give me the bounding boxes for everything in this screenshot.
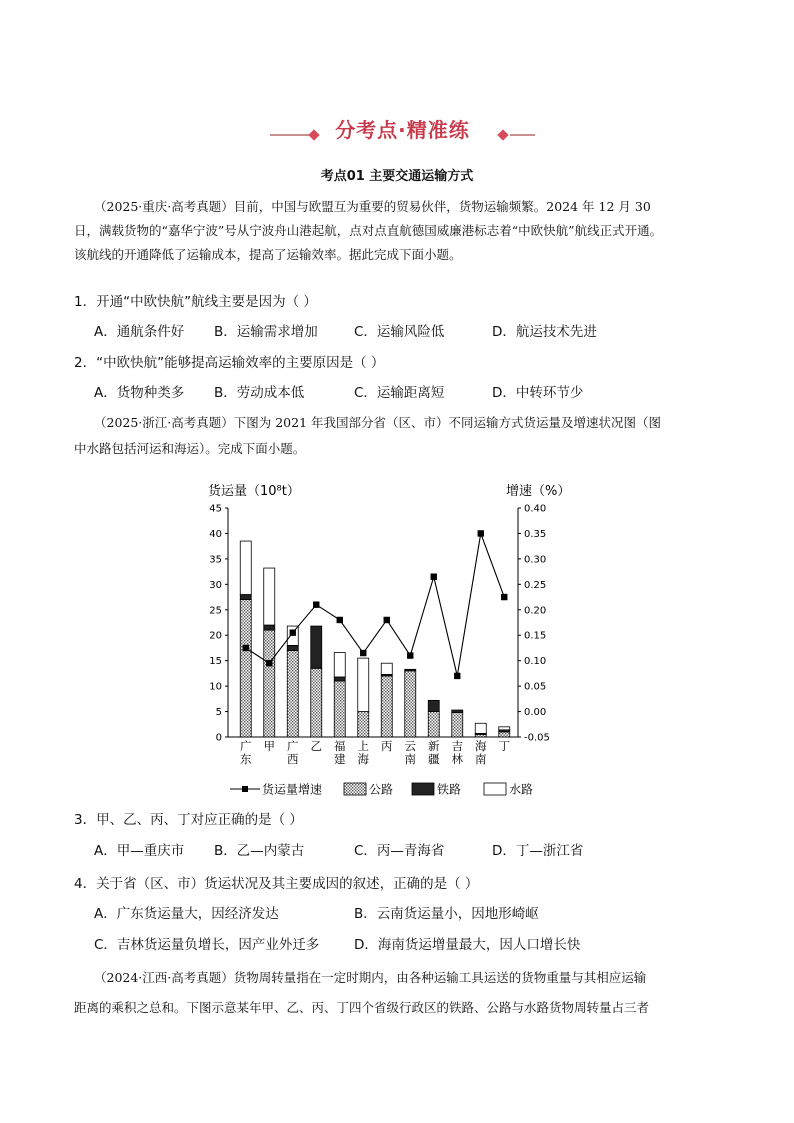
right-tick-label: 0.00	[524, 707, 547, 719]
intro-paragraph-3-cont	[74, 996, 649, 1020]
growth-point	[407, 652, 413, 658]
bar-road	[264, 630, 275, 737]
x-tick-label: 海	[475, 739, 487, 753]
q4-option-a[interactable]: A．广东货运量大，因经济发达	[94, 906, 279, 922]
bar-road	[358, 712, 369, 737]
bar-road	[381, 676, 392, 737]
q3-option-c[interactable]: C．丙—青海省	[354, 843, 445, 859]
legend-label: 水路	[509, 782, 534, 797]
intro-paragraph-3	[94, 966, 646, 990]
x-tick-label: 南	[475, 752, 487, 766]
left-tick-label: 5	[215, 707, 222, 719]
section-banner	[270, 112, 535, 148]
bar-water	[264, 568, 275, 625]
bar-road	[428, 712, 439, 737]
legend-road-swatch	[344, 783, 366, 795]
right-tick-label: 0.35	[524, 528, 547, 540]
para-line: 中水路包括河运和海运）。完成下面小题。	[74, 441, 306, 456]
intro-paragraph-1-cont	[74, 219, 662, 267]
chart-x-labels	[240, 739, 510, 766]
intro-paragraph-1	[94, 195, 651, 219]
bar-rail	[428, 700, 439, 711]
q1-option-d[interactable]: D．航运技术先进	[492, 324, 597, 340]
bar-rail	[264, 625, 275, 630]
growth-point	[478, 530, 484, 536]
question-1-stem: 1．开通“中欧快航”航线主要是因为（ ）	[74, 294, 317, 310]
q1-option-c[interactable]: C．运输风险低	[354, 324, 445, 340]
right-tick-label: 0.20	[524, 605, 547, 617]
question-4-stem: 4．关于省（区、市）货运状况及其主要成因的叙述，正确的是（ ）	[74, 876, 479, 892]
x-tick-label: 丁	[498, 739, 510, 753]
banner-title: 分考点·精准练	[335, 118, 470, 142]
x-tick-label: 乙	[310, 739, 322, 753]
left-tick-label: 10	[209, 681, 222, 693]
q1-option-b[interactable]: B．运输需求增加	[214, 324, 318, 340]
left-tick-label: 30	[209, 579, 222, 591]
x-tick-label: 吉	[451, 739, 463, 753]
x-tick-label: 广	[240, 739, 252, 753]
growth-point	[266, 660, 272, 666]
question-3-stem: 3．甲、乙、丙、丁对应正确的是（ ）	[74, 812, 303, 828]
right-tick-label: 0.40	[524, 503, 547, 515]
left-tick-label: 20	[209, 630, 222, 642]
left-axis-label: 货运量（10⁸t）	[208, 484, 300, 499]
growth-point	[384, 617, 390, 623]
bar-road	[499, 732, 510, 737]
growth-point	[290, 629, 296, 635]
x-tick-label: 东	[240, 752, 252, 766]
q4-option-b[interactable]: B．云南货运量小，因地形崎岖	[354, 906, 539, 922]
bar-rail	[287, 645, 298, 650]
bar-water	[358, 658, 369, 711]
right-tick-label: 0.25	[524, 579, 547, 591]
legend-label: 铁路	[437, 782, 462, 797]
bar-rail	[334, 677, 345, 681]
chart-legend	[230, 782, 533, 797]
left-tick-label: 45	[209, 503, 222, 515]
bar-road	[240, 600, 251, 737]
topic-heading: 考点01 主要交通运输方式	[320, 169, 474, 184]
intro-paragraph-2	[94, 411, 661, 435]
question-2-stem: 2．“中欧快航”能够提高运输效率的主要原因是（ ）	[74, 355, 385, 371]
q3-option-d[interactable]: D．丁—浙江省	[492, 843, 584, 859]
bar-road	[334, 681, 345, 737]
bar-rail	[452, 710, 463, 713]
right-tick-label: 0.05	[524, 681, 547, 693]
bar-water	[240, 541, 251, 594]
q1-option-a[interactable]: A．通航条件好	[94, 324, 185, 340]
bar-water	[475, 723, 486, 733]
x-tick-label: 建	[334, 752, 346, 766]
bar-road	[311, 668, 322, 737]
chart-bars	[240, 541, 510, 737]
intro-paragraph-2-cont	[74, 437, 305, 461]
right-tick-label: 0.10	[524, 656, 547, 668]
growth-point	[454, 673, 460, 679]
growth-polyline	[246, 533, 505, 675]
para-line: 该航线的开通降低了运输成本，提高了运输效率。据此完成下面小题。	[74, 247, 462, 262]
para-line: （2024·江西·高考真题）货物周转量指在一定时期内，由各种运输工具运送的货物重量与其相应运输	[94, 970, 647, 985]
x-tick-label: 广	[287, 739, 299, 753]
legend-water-swatch	[484, 783, 506, 795]
bar-water	[381, 663, 392, 674]
q4-option-d[interactable]: D．海南货运增量最大，因人口增长快	[354, 937, 581, 953]
chart-axes	[209, 504, 550, 744]
x-tick-label: 西	[287, 752, 299, 766]
growth-point	[313, 601, 319, 607]
legend-rail-swatch	[412, 783, 434, 795]
bar-road	[452, 713, 463, 737]
left-tick-label: 0	[215, 732, 222, 744]
x-tick-label: 甲	[263, 739, 275, 753]
left-tick-label: 25	[209, 605, 222, 617]
bar-water	[334, 653, 345, 677]
x-tick-label: 疆	[428, 752, 440, 766]
bar-rail	[240, 595, 251, 600]
banner-line-right	[510, 134, 535, 136]
growth-point	[501, 594, 507, 600]
x-tick-label: 上	[357, 739, 369, 753]
x-tick-label: 云	[404, 739, 416, 753]
left-tick-label: 35	[209, 554, 222, 566]
bar-water	[499, 727, 510, 730]
growth-point	[243, 645, 249, 651]
x-tick-label: 新	[428, 739, 440, 753]
x-tick-label: 南	[404, 752, 416, 766]
x-tick-label: 福	[334, 739, 346, 753]
bar-rail	[405, 669, 416, 671]
q4-option-c[interactable]: C．吉林货运量负增长，因产业外迁多	[94, 937, 320, 953]
para-line: （2025·重庆·高考真题）目前，中国与欧盟互为重要的贸易伙伴，货物运输频繁。2024 年 12 月 30	[94, 199, 651, 214]
q2-option-d[interactable]: D．中转环节少	[492, 385, 584, 401]
q3-option-b[interactable]: B．乙—内蒙古	[214, 843, 305, 859]
growth-point	[431, 574, 437, 580]
x-tick-label: 林	[451, 752, 463, 766]
x-tick-label: 丙	[381, 739, 393, 753]
right-axis-label: 增速（%）	[506, 484, 571, 499]
chart-growth-line	[243, 530, 508, 679]
right-tick-label: -0.05	[524, 732, 550, 744]
para-line: 日，满载货物的“嘉华宁波”号从宁波舟山港起航，点对点直航德国威廉港标志着“中欧快航”航线正式开通。	[74, 223, 663, 238]
para-line: （2025·浙江·高考真题）下图为 2021 年我国部分省（区、市）不同运输方式货运量及增速状况图（图	[94, 415, 662, 430]
q2-option-a[interactable]: A．货物种类多	[94, 385, 185, 401]
growth-point	[337, 617, 343, 623]
q2-option-c[interactable]: C．运输距离短	[354, 385, 445, 401]
bar-road	[405, 671, 416, 737]
right-tick-label: 0.15	[524, 630, 547, 642]
bar-road	[287, 650, 298, 737]
bar-rail	[311, 626, 322, 668]
growth-point	[360, 650, 366, 656]
para-line: 距离的乘积之总和。下图示意某年甲、乙、丙、丁四个省级行政区的铁路、公路与水路货物周转量占三者	[74, 1000, 650, 1015]
q3-option-a[interactable]: A．甲—重庆市	[94, 843, 185, 859]
freight-chart	[190, 475, 590, 805]
left-tick-label: 40	[209, 528, 222, 540]
right-tick-label: 0.30	[524, 554, 547, 566]
legend-point-swatch	[242, 786, 248, 792]
q2-option-b[interactable]: B．劳动成本低	[214, 385, 305, 401]
legend-label: 公路	[369, 782, 394, 797]
left-tick-label: 15	[209, 656, 222, 668]
legend-label: 货运量增速	[262, 782, 323, 797]
x-tick-label: 海	[357, 752, 369, 766]
